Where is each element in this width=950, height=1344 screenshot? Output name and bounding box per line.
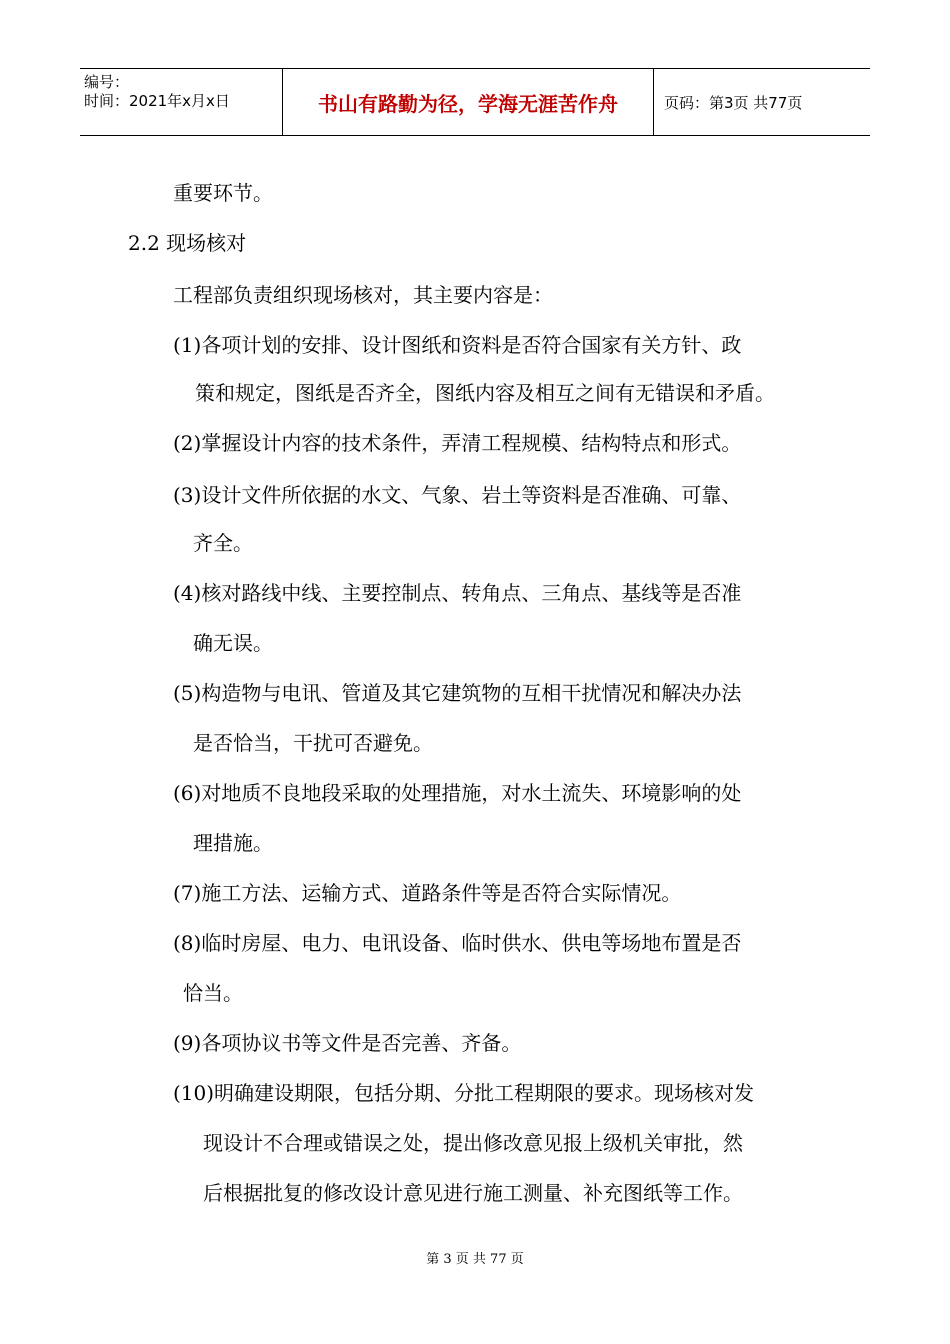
header-page-cell [654, 69, 870, 135]
header-page-number: 页码：第3页 共77页 [664, 93, 803, 112]
list-item-6-line-2: 理措施。 [193, 831, 273, 855]
list-item-1-line-2: 策和规定，图纸是否齐全，图纸内容及相互之间有无错误和矛盾。 [195, 381, 775, 405]
list-item-1-line-1: (1)各项计划的安排、设计图纸和资料是否符合国家有关方针、政 [173, 333, 742, 357]
list-item-8-line-2: 恰当。 [183, 981, 243, 1005]
list-item-10-line-3: 后根据批复的修改设计意见进行施工测量、补充图纸等工作。 [203, 1181, 743, 1205]
header-motto-cell [282, 69, 654, 135]
list-item-8-line-1: (8)临时房屋、电力、电讯设备、临时供水、供电等场地布置是否 [173, 931, 742, 955]
page-footer: 第 3 页 共 77 页 [426, 1252, 524, 1267]
list-item-4-line-2: 确无误。 [193, 631, 273, 655]
paragraph-line: 重要环节。 [173, 181, 273, 205]
list-item-4-line-1: (4)核对路线中线、主要控制点、转角点、三角点、基线等是否准 [173, 581, 742, 605]
list-item-5-line-2: 是否恰当，干扰可否避免。 [193, 731, 433, 755]
list-item-3-line-2: 齐全。 [193, 531, 253, 555]
list-item-2: (2)掌握设计内容的技术条件，弄清工程规模、结构特点和形式。 [173, 431, 742, 455]
paragraph-intro: 工程部负责组织现场核对，其主要内容是： [173, 283, 553, 307]
document-date: 时间：2021年x月x日 [84, 92, 230, 110]
header-meta-cell [80, 69, 282, 135]
list-item-5-line-1: (5)构造物与电讯、管道及其它建筑物的互相干扰情况和解决办法 [173, 681, 742, 705]
list-item-6-line-1: (6)对地质不良地段采取的处理措施，对水土流失、环境影响的处 [173, 781, 742, 805]
list-item-3-line-1: (3)设计文件所依据的水文、气象、岩土等资料是否准确、可靠、 [173, 483, 742, 507]
motto-text: 书山有路勤为径，学海无涯苦作舟 [318, 91, 618, 116]
list-item-10-line-2: 现设计不合理或错误之处，提出修改意见报上级机关审批，然 [203, 1131, 743, 1155]
document-header [80, 68, 870, 136]
document-number-label: 编号： [84, 73, 130, 91]
list-item-10-line-1: (10)明确建设期限，包括分期、分批工程期限的要求。现场核对发 [173, 1081, 755, 1105]
section-heading: 2.2 现场核对 [128, 231, 247, 255]
list-item-7: (7)施工方法、运输方式、道路条件等是否符合实际情况。 [173, 881, 682, 905]
list-item-9: (9)各项协议书等文件是否完善、齐备。 [173, 1031, 522, 1055]
